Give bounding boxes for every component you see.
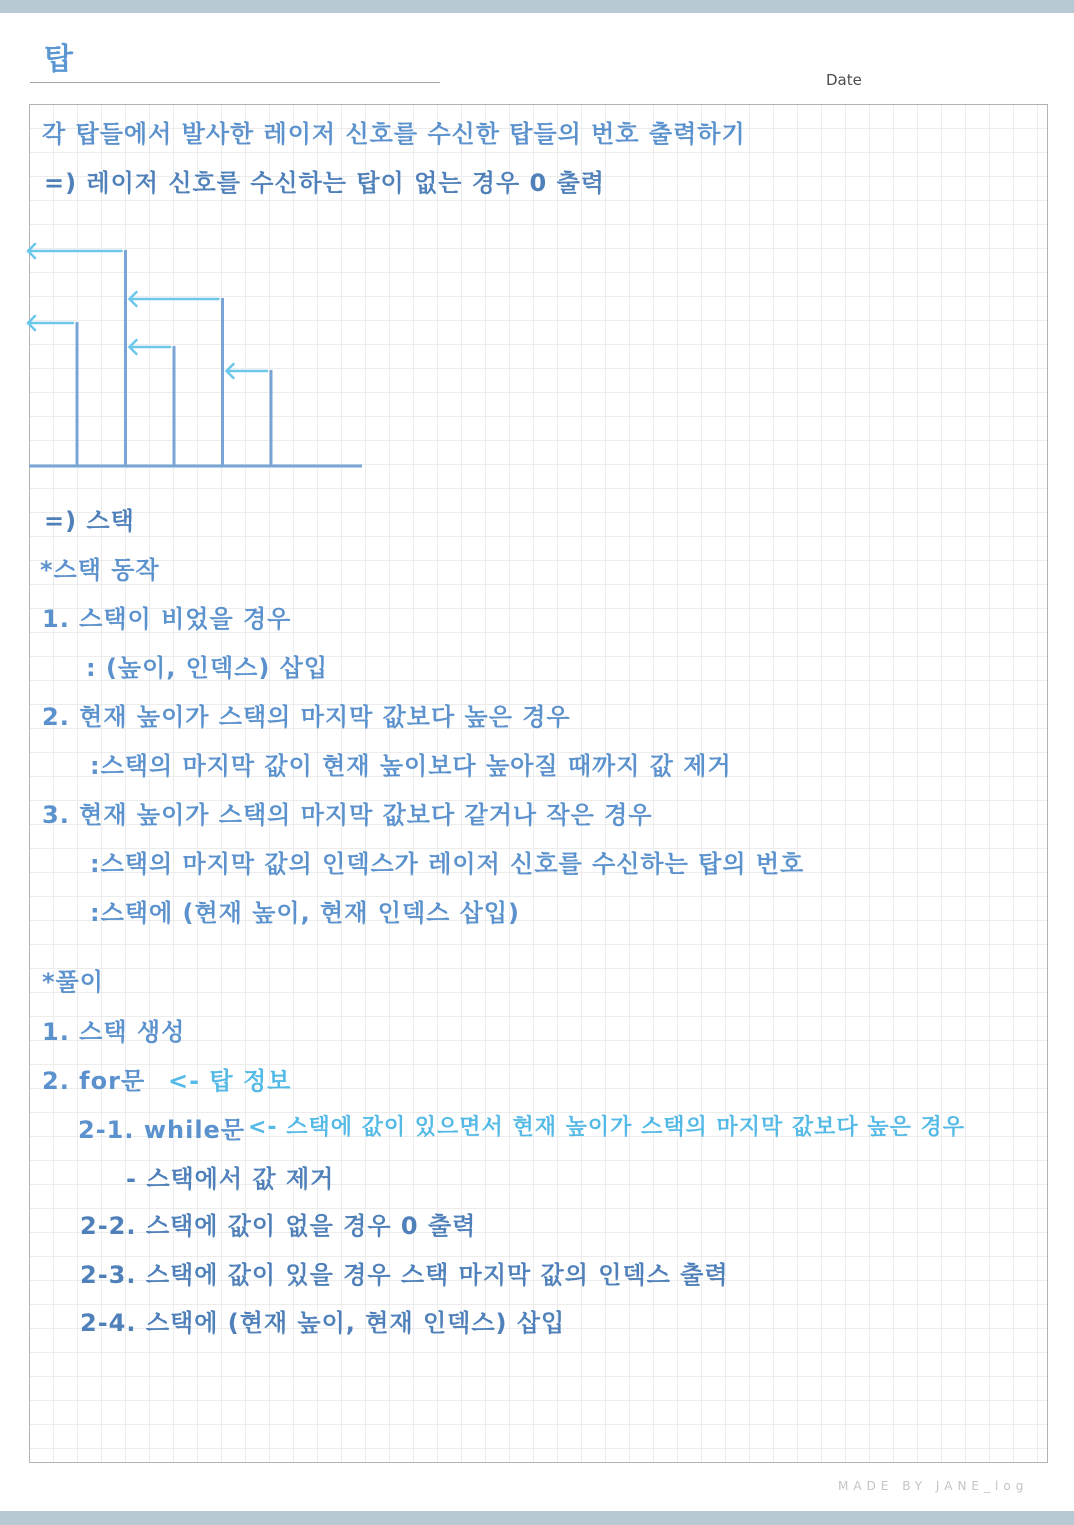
footer-credit: MADE BY JANE_log bbox=[838, 1479, 1029, 1493]
step-2-1-sub: - 스택에서 값 제거 bbox=[126, 1165, 335, 1193]
solution-heading: *풀이 bbox=[42, 968, 104, 996]
step-2-1-note: <- 스택에 값이 있으면서 현재 높이가 스택의 마지막 값보다 높은 경우 bbox=[248, 1115, 965, 1140]
top-band bbox=[0, 0, 1074, 13]
case-1-detail: : (높이, 인덱스) 삽입 bbox=[86, 654, 329, 682]
tower-laser-diagram bbox=[22, 230, 367, 475]
case-3-detail-1: :스택의 마지막 값의 인덱스가 레이저 신호를 수신하는 탑의 번호 bbox=[90, 850, 805, 878]
case-3-detail-2: :스택에 (현재 높이, 현재 인덱스 삽입) bbox=[90, 899, 521, 927]
case-2-detail: :스택의 마지막 값이 현재 높이보다 높아질 때까지 값 제거 bbox=[90, 752, 732, 780]
case-1-title: 1. 스택이 비었을 경우 bbox=[42, 605, 292, 633]
bottom-band bbox=[0, 1511, 1074, 1525]
page-title: 탑 bbox=[44, 42, 73, 77]
laser-arrow-5 bbox=[227, 364, 268, 378]
case-2-title: 2. 현재 높이가 스택의 마지막 값보다 높은 경우 bbox=[42, 703, 571, 731]
laser-arrow-3 bbox=[130, 340, 171, 354]
case-3-title: 3. 현재 높이가 스택의 마지막 값보다 같거나 작은 경우 bbox=[42, 801, 653, 829]
step-1: 1. 스택 생성 bbox=[42, 1018, 186, 1046]
laser-arrow-2 bbox=[28, 244, 122, 258]
approach-note: =) 스택 bbox=[44, 507, 135, 535]
step-2-1: 2-1. while문 bbox=[78, 1116, 246, 1144]
title-underline bbox=[30, 82, 440, 83]
stack-operation-heading: *스택 동작 bbox=[40, 556, 160, 584]
laser-arrow-4 bbox=[130, 292, 219, 306]
no-receiver-note: =) 레이저 신호를 수신하는 탑이 없는 경우 0 출력 bbox=[44, 169, 605, 197]
step-2-4: 2-4. 스택에 (현재 높이, 현재 인덱스) 삽입 bbox=[80, 1309, 566, 1337]
date-label: Date bbox=[826, 71, 862, 89]
step-2-2: 2-2. 스택에 값이 없을 경우 0 출력 bbox=[80, 1212, 477, 1240]
step-2-note: <- 탑 정보 bbox=[168, 1067, 292, 1095]
problem-statement: 각 탑들에서 발사한 레이저 신호를 수신한 탑들의 번호 출력하기 bbox=[42, 120, 746, 148]
step-2-3: 2-3. 스택에 값이 있을 경우 스택 마지막 값의 인덱스 출력 bbox=[80, 1261, 729, 1289]
laser-arrow-1 bbox=[28, 316, 73, 330]
step-2: 2. for문 bbox=[42, 1067, 146, 1095]
